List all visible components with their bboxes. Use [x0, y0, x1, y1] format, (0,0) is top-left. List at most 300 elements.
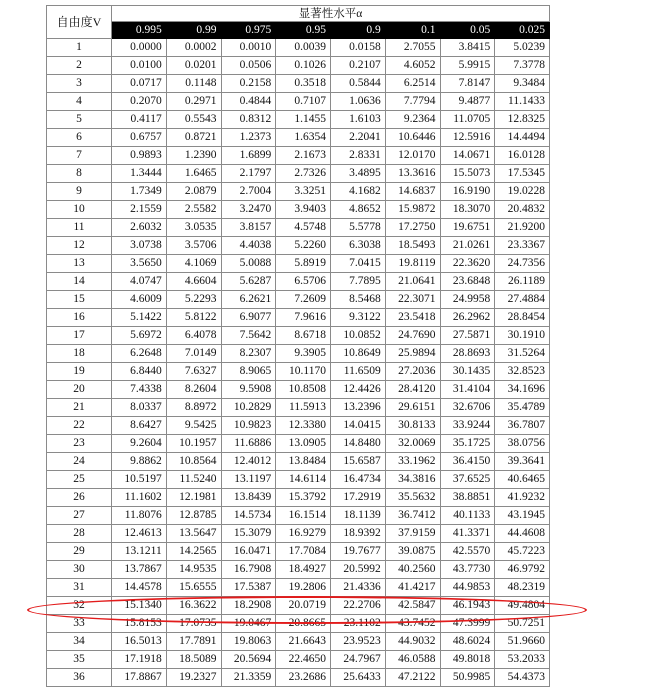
value-cell: 21.0261 [440, 237, 495, 255]
value-cell: 5.6287 [221, 273, 276, 291]
value-cell: 13.5647 [166, 525, 221, 543]
value-cell: 0.2070 [112, 93, 167, 111]
table-row [47, 489, 550, 507]
table-row [47, 435, 550, 453]
value-cell: 15.6587 [331, 453, 386, 471]
value-cell: 13.0905 [276, 435, 331, 453]
dof-cell: 32 [47, 597, 112, 615]
table-row [47, 147, 550, 165]
value-cell: 5.1422 [112, 309, 167, 327]
value-cell: 42.5847 [385, 597, 440, 615]
dof-cell: 34 [47, 633, 112, 651]
value-cell: 23.5418 [385, 309, 440, 327]
value-cell: 10.1170 [276, 363, 331, 381]
value-cell: 2.7326 [276, 165, 331, 183]
value-cell: 30.8133 [385, 417, 440, 435]
value-cell: 17.2919 [331, 489, 386, 507]
value-cell: 9.5425 [166, 417, 221, 435]
value-cell: 7.5642 [221, 327, 276, 345]
alpha-header-row [47, 22, 550, 39]
value-cell: 14.2565 [166, 543, 221, 561]
value-cell: 5.0239 [495, 39, 550, 57]
value-cell: 18.1139 [331, 507, 386, 525]
dof-cell: 33 [47, 615, 112, 633]
value-cell: 1.6899 [221, 147, 276, 165]
value-cell: 14.6837 [385, 183, 440, 201]
value-cell: 15.1340 [112, 597, 167, 615]
value-cell: 3.5650 [112, 255, 167, 273]
value-cell: 3.8415 [440, 39, 495, 57]
value-cell: 40.2560 [385, 561, 440, 579]
value-cell: 0.2158 [221, 75, 276, 93]
value-cell: 19.7677 [331, 543, 386, 561]
value-cell: 0.0039 [276, 39, 331, 57]
value-cell: 0.0717 [112, 75, 167, 93]
value-cell: 49.8018 [440, 651, 495, 669]
value-cell: 54.4373 [495, 669, 550, 687]
value-cell: 39.3641 [495, 453, 550, 471]
value-cell: 23.6848 [440, 273, 495, 291]
value-cell: 4.4038 [221, 237, 276, 255]
value-cell: 2.6032 [112, 219, 167, 237]
value-cell: 11.5913 [276, 399, 331, 417]
value-cell: 44.4608 [495, 525, 550, 543]
value-cell: 3.4895 [331, 165, 386, 183]
dof-cell: 4 [47, 93, 112, 111]
value-cell: 2.7004 [221, 183, 276, 201]
value-cell: 48.6024 [440, 633, 495, 651]
table-row [47, 183, 550, 201]
value-cell: 21.3359 [221, 669, 276, 687]
value-cell: 24.7690 [385, 327, 440, 345]
value-cell: 19.8119 [385, 255, 440, 273]
dof-cell: 15 [47, 291, 112, 309]
value-cell: 26.2962 [440, 309, 495, 327]
value-cell: 2.1673 [276, 147, 331, 165]
table-row [47, 381, 550, 399]
value-cell: 2.5582 [166, 201, 221, 219]
alpha-level-header: 0.1 [385, 22, 440, 39]
value-cell: 24.9958 [440, 291, 495, 309]
value-cell: 17.7891 [166, 633, 221, 651]
value-cell: 36.7807 [495, 417, 550, 435]
value-cell: 5.5778 [331, 219, 386, 237]
value-cell: 15.5073 [440, 165, 495, 183]
value-cell: 20.8665 [276, 615, 331, 633]
value-cell: 15.9872 [385, 201, 440, 219]
value-cell: 7.3778 [495, 57, 550, 75]
dof-cell: 12 [47, 237, 112, 255]
value-cell: 19.0467 [221, 615, 276, 633]
value-cell: 24.7356 [495, 255, 550, 273]
table-row [47, 669, 550, 687]
value-cell: 19.0228 [495, 183, 550, 201]
value-cell: 16.0471 [221, 543, 276, 561]
value-cell: 8.2604 [166, 381, 221, 399]
value-cell: 16.7908 [221, 561, 276, 579]
value-cell: 0.8312 [221, 111, 276, 129]
value-cell: 6.8440 [112, 363, 167, 381]
dof-cell: 24 [47, 453, 112, 471]
value-cell: 46.1943 [440, 597, 495, 615]
value-cell: 22.3620 [440, 255, 495, 273]
table-row [47, 543, 550, 561]
value-cell: 6.4078 [166, 327, 221, 345]
value-cell: 25.9894 [385, 345, 440, 363]
table-row [47, 651, 550, 669]
value-cell: 14.4494 [495, 129, 550, 147]
dof-cell: 1 [47, 39, 112, 57]
value-cell: 14.5734 [221, 507, 276, 525]
value-cell: 11.6886 [221, 435, 276, 453]
value-cell: 44.9853 [440, 579, 495, 597]
value-cell: 14.8480 [331, 435, 386, 453]
value-cell: 21.6643 [276, 633, 331, 651]
value-cell: 0.0201 [166, 57, 221, 75]
value-cell: 7.2609 [276, 291, 331, 309]
value-cell: 3.0738 [112, 237, 167, 255]
dof-cell: 35 [47, 651, 112, 669]
table-row [47, 255, 550, 273]
value-cell: 1.2390 [166, 147, 221, 165]
value-cell: 31.5264 [495, 345, 550, 363]
table-body [47, 39, 550, 687]
value-cell: 50.7251 [495, 615, 550, 633]
value-cell: 11.5240 [166, 471, 221, 489]
value-cell: 12.4012 [221, 453, 276, 471]
value-cell: 1.7349 [112, 183, 167, 201]
value-cell: 18.5493 [385, 237, 440, 255]
value-cell: 4.1069 [166, 255, 221, 273]
value-cell: 12.8785 [166, 507, 221, 525]
value-cell: 5.6972 [112, 327, 167, 345]
value-cell: 11.1602 [112, 489, 167, 507]
value-cell: 16.0128 [495, 147, 550, 165]
value-cell: 21.9200 [495, 219, 550, 237]
table-row [47, 93, 550, 111]
value-cell: 20.4832 [495, 201, 550, 219]
value-cell: 10.9823 [221, 417, 276, 435]
value-cell: 0.5844 [331, 75, 386, 93]
value-cell: 39.0875 [385, 543, 440, 561]
table-row [47, 579, 550, 597]
value-cell: 49.4804 [495, 597, 550, 615]
value-cell: 13.3616 [385, 165, 440, 183]
value-cell: 0.0158 [331, 39, 386, 57]
value-cell: 14.0415 [331, 417, 386, 435]
dof-cell: 9 [47, 183, 112, 201]
value-cell: 17.1918 [112, 651, 167, 669]
table-row [47, 417, 550, 435]
value-cell: 46.9792 [495, 561, 550, 579]
value-cell: 0.5543 [166, 111, 221, 129]
table-row [47, 363, 550, 381]
value-cell: 43.7452 [385, 615, 440, 633]
alpha-level-header: 0.05 [440, 22, 495, 39]
value-cell: 15.6555 [166, 579, 221, 597]
value-cell: 1.3444 [112, 165, 167, 183]
value-cell: 7.9616 [276, 309, 331, 327]
value-cell: 4.8652 [331, 201, 386, 219]
value-cell: 37.9159 [385, 525, 440, 543]
dof-cell: 3 [47, 75, 112, 93]
value-cell: 0.2107 [331, 57, 386, 75]
value-cell: 0.6757 [112, 129, 167, 147]
value-cell: 30.1435 [440, 363, 495, 381]
value-cell: 28.8454 [495, 309, 550, 327]
dof-cell: 25 [47, 471, 112, 489]
value-cell: 19.6751 [440, 219, 495, 237]
value-cell: 38.0756 [495, 435, 550, 453]
value-cell: 22.4650 [276, 651, 331, 669]
value-cell: 48.2319 [495, 579, 550, 597]
value-cell: 12.8325 [495, 111, 550, 129]
value-cell: 2.7055 [385, 39, 440, 57]
value-cell: 16.4734 [331, 471, 386, 489]
value-cell: 6.5706 [276, 273, 331, 291]
value-cell: 10.6446 [385, 129, 440, 147]
value-cell: 1.1455 [276, 111, 331, 129]
value-cell: 19.2327 [166, 669, 221, 687]
value-cell: 7.0149 [166, 345, 221, 363]
value-cell: 11.0705 [440, 111, 495, 129]
value-cell: 16.3622 [166, 597, 221, 615]
table-row [47, 57, 550, 75]
value-cell: 0.0100 [112, 57, 167, 75]
value-cell: 12.3380 [276, 417, 331, 435]
value-cell: 36.7412 [385, 507, 440, 525]
dof-cell: 20 [47, 381, 112, 399]
value-cell: 35.4789 [495, 399, 550, 417]
value-cell: 5.9915 [440, 57, 495, 75]
value-cell: 37.6525 [440, 471, 495, 489]
table-row [47, 111, 550, 129]
dof-cell: 29 [47, 543, 112, 561]
table-row [47, 615, 550, 633]
dof-cell: 16 [47, 309, 112, 327]
value-cell: 23.3367 [495, 237, 550, 255]
dof-cell: 26 [47, 489, 112, 507]
table-row [47, 201, 550, 219]
value-cell: 35.5632 [385, 489, 440, 507]
dof-cell: 21 [47, 399, 112, 417]
value-cell: 11.6509 [331, 363, 386, 381]
value-cell: 10.8508 [276, 381, 331, 399]
dof-cell: 36 [47, 669, 112, 687]
value-cell: 6.9077 [221, 309, 276, 327]
value-cell: 6.2648 [112, 345, 167, 363]
value-cell: 32.0069 [385, 435, 440, 453]
value-cell: 16.5013 [112, 633, 167, 651]
value-cell: 10.8564 [166, 453, 221, 471]
dof-cell: 22 [47, 417, 112, 435]
table-row [47, 309, 550, 327]
significance-header: 显著性水平α [112, 6, 550, 22]
table-row [47, 633, 550, 651]
value-cell: 41.3371 [440, 525, 495, 543]
value-cell: 14.0671 [440, 147, 495, 165]
value-cell: 15.3792 [276, 489, 331, 507]
alpha-level-header: 0.025 [495, 22, 550, 39]
table-row [47, 75, 550, 93]
value-cell: 10.5197 [112, 471, 167, 489]
value-cell: 15.3079 [221, 525, 276, 543]
value-cell: 0.4844 [221, 93, 276, 111]
value-cell: 2.1797 [221, 165, 276, 183]
value-cell: 17.5387 [221, 579, 276, 597]
value-cell: 18.2908 [221, 597, 276, 615]
value-cell: 18.4927 [276, 561, 331, 579]
value-cell: 41.4217 [385, 579, 440, 597]
value-cell: 28.4120 [385, 381, 440, 399]
dof-cell: 5 [47, 111, 112, 129]
value-cell: 3.5706 [166, 237, 221, 255]
value-cell: 2.8331 [331, 147, 386, 165]
value-cell: 13.7867 [112, 561, 167, 579]
value-cell: 1.6465 [166, 165, 221, 183]
value-cell: 27.2036 [385, 363, 440, 381]
value-cell: 44.9032 [385, 633, 440, 651]
value-cell: 0.0002 [166, 39, 221, 57]
dof-cell: 6 [47, 129, 112, 147]
value-cell: 0.0506 [221, 57, 276, 75]
value-cell: 20.5694 [221, 651, 276, 669]
value-cell: 51.9660 [495, 633, 550, 651]
value-cell: 0.7107 [276, 93, 331, 111]
value-cell: 7.7895 [331, 273, 386, 291]
table-row [47, 471, 550, 489]
dof-cell: 17 [47, 327, 112, 345]
value-cell: 10.1957 [166, 435, 221, 453]
value-cell: 2.1559 [112, 201, 167, 219]
alpha-level-header: 0.95 [276, 22, 331, 39]
value-cell: 9.3484 [495, 75, 550, 93]
value-cell: 24.7967 [331, 651, 386, 669]
value-cell: 21.0641 [385, 273, 440, 291]
value-cell: 5.0088 [221, 255, 276, 273]
value-cell: 8.8972 [166, 399, 221, 417]
dof-cell: 27 [47, 507, 112, 525]
value-cell: 7.0415 [331, 255, 386, 273]
value-cell: 33.9244 [440, 417, 495, 435]
value-cell: 22.3071 [385, 291, 440, 309]
dof-cell: 11 [47, 219, 112, 237]
value-cell: 29.6151 [385, 399, 440, 417]
value-cell: 47.2122 [385, 669, 440, 687]
value-cell: 7.6327 [166, 363, 221, 381]
dof-cell: 31 [47, 579, 112, 597]
value-cell: 8.6427 [112, 417, 167, 435]
value-cell: 12.4613 [112, 525, 167, 543]
value-cell: 40.6465 [495, 471, 550, 489]
value-cell: 4.6009 [112, 291, 167, 309]
value-cell: 15.8153 [112, 615, 167, 633]
value-cell: 9.2364 [385, 111, 440, 129]
value-cell: 17.2750 [385, 219, 440, 237]
value-cell: 11.1433 [495, 93, 550, 111]
value-cell: 50.9985 [440, 669, 495, 687]
value-cell: 23.2686 [276, 669, 331, 687]
value-cell: 14.4578 [112, 579, 167, 597]
value-cell: 4.0747 [112, 273, 167, 291]
value-cell: 42.5570 [440, 543, 495, 561]
table-row [47, 39, 550, 57]
header-row-group [47, 6, 550, 22]
value-cell: 22.2706 [331, 597, 386, 615]
value-cell: 13.8439 [221, 489, 276, 507]
value-cell: 9.5908 [221, 381, 276, 399]
value-cell: 8.0337 [112, 399, 167, 417]
value-cell: 8.5468 [331, 291, 386, 309]
value-cell: 17.8867 [112, 669, 167, 687]
value-cell: 17.0735 [166, 615, 221, 633]
dof-cell: 30 [47, 561, 112, 579]
value-cell: 3.3251 [276, 183, 331, 201]
value-cell: 46.0588 [385, 651, 440, 669]
value-cell: 11.8076 [112, 507, 167, 525]
value-cell: 38.8851 [440, 489, 495, 507]
value-cell: 53.2033 [495, 651, 550, 669]
value-cell: 27.5871 [440, 327, 495, 345]
value-cell: 30.1910 [495, 327, 550, 345]
table-row [47, 291, 550, 309]
value-cell: 8.6718 [276, 327, 331, 345]
value-cell: 18.5089 [166, 651, 221, 669]
value-cell: 0.1026 [276, 57, 331, 75]
value-cell: 18.9392 [331, 525, 386, 543]
value-cell: 16.9279 [276, 525, 331, 543]
value-cell: 10.0852 [331, 327, 386, 345]
table-row [47, 597, 550, 615]
value-cell: 5.2260 [276, 237, 331, 255]
value-cell: 3.9403 [276, 201, 331, 219]
alpha-level-header: 0.99 [166, 22, 221, 39]
value-cell: 4.5748 [276, 219, 331, 237]
alpha-level-header: 0.9 [331, 22, 386, 39]
value-cell: 45.7223 [495, 543, 550, 561]
table-row [47, 453, 550, 471]
value-cell: 6.2621 [221, 291, 276, 309]
value-cell: 13.1211 [112, 543, 167, 561]
value-cell: 40.1133 [440, 507, 495, 525]
value-cell: 19.8063 [221, 633, 276, 651]
value-cell: 23.1102 [331, 615, 386, 633]
table-row [47, 165, 550, 183]
value-cell: 25.6433 [331, 669, 386, 687]
value-cell: 41.9232 [495, 489, 550, 507]
value-cell: 9.4877 [440, 93, 495, 111]
value-cell: 12.0170 [385, 147, 440, 165]
dof-cell: 2 [47, 57, 112, 75]
value-cell: 1.6103 [331, 111, 386, 129]
value-cell: 21.4336 [331, 579, 386, 597]
value-cell: 9.3905 [276, 345, 331, 363]
value-cell: 8.2307 [221, 345, 276, 363]
dof-cell: 23 [47, 435, 112, 453]
table-row [47, 327, 550, 345]
value-cell: 18.3070 [440, 201, 495, 219]
table-row [47, 399, 550, 417]
table-row [47, 345, 550, 363]
value-cell: 43.7730 [440, 561, 495, 579]
value-cell: 0.4117 [112, 111, 167, 129]
value-cell: 9.2604 [112, 435, 167, 453]
dof-cell: 10 [47, 201, 112, 219]
table-row [47, 561, 550, 579]
value-cell: 23.9523 [331, 633, 386, 651]
value-cell: 12.4426 [331, 381, 386, 399]
value-cell: 34.1696 [495, 381, 550, 399]
